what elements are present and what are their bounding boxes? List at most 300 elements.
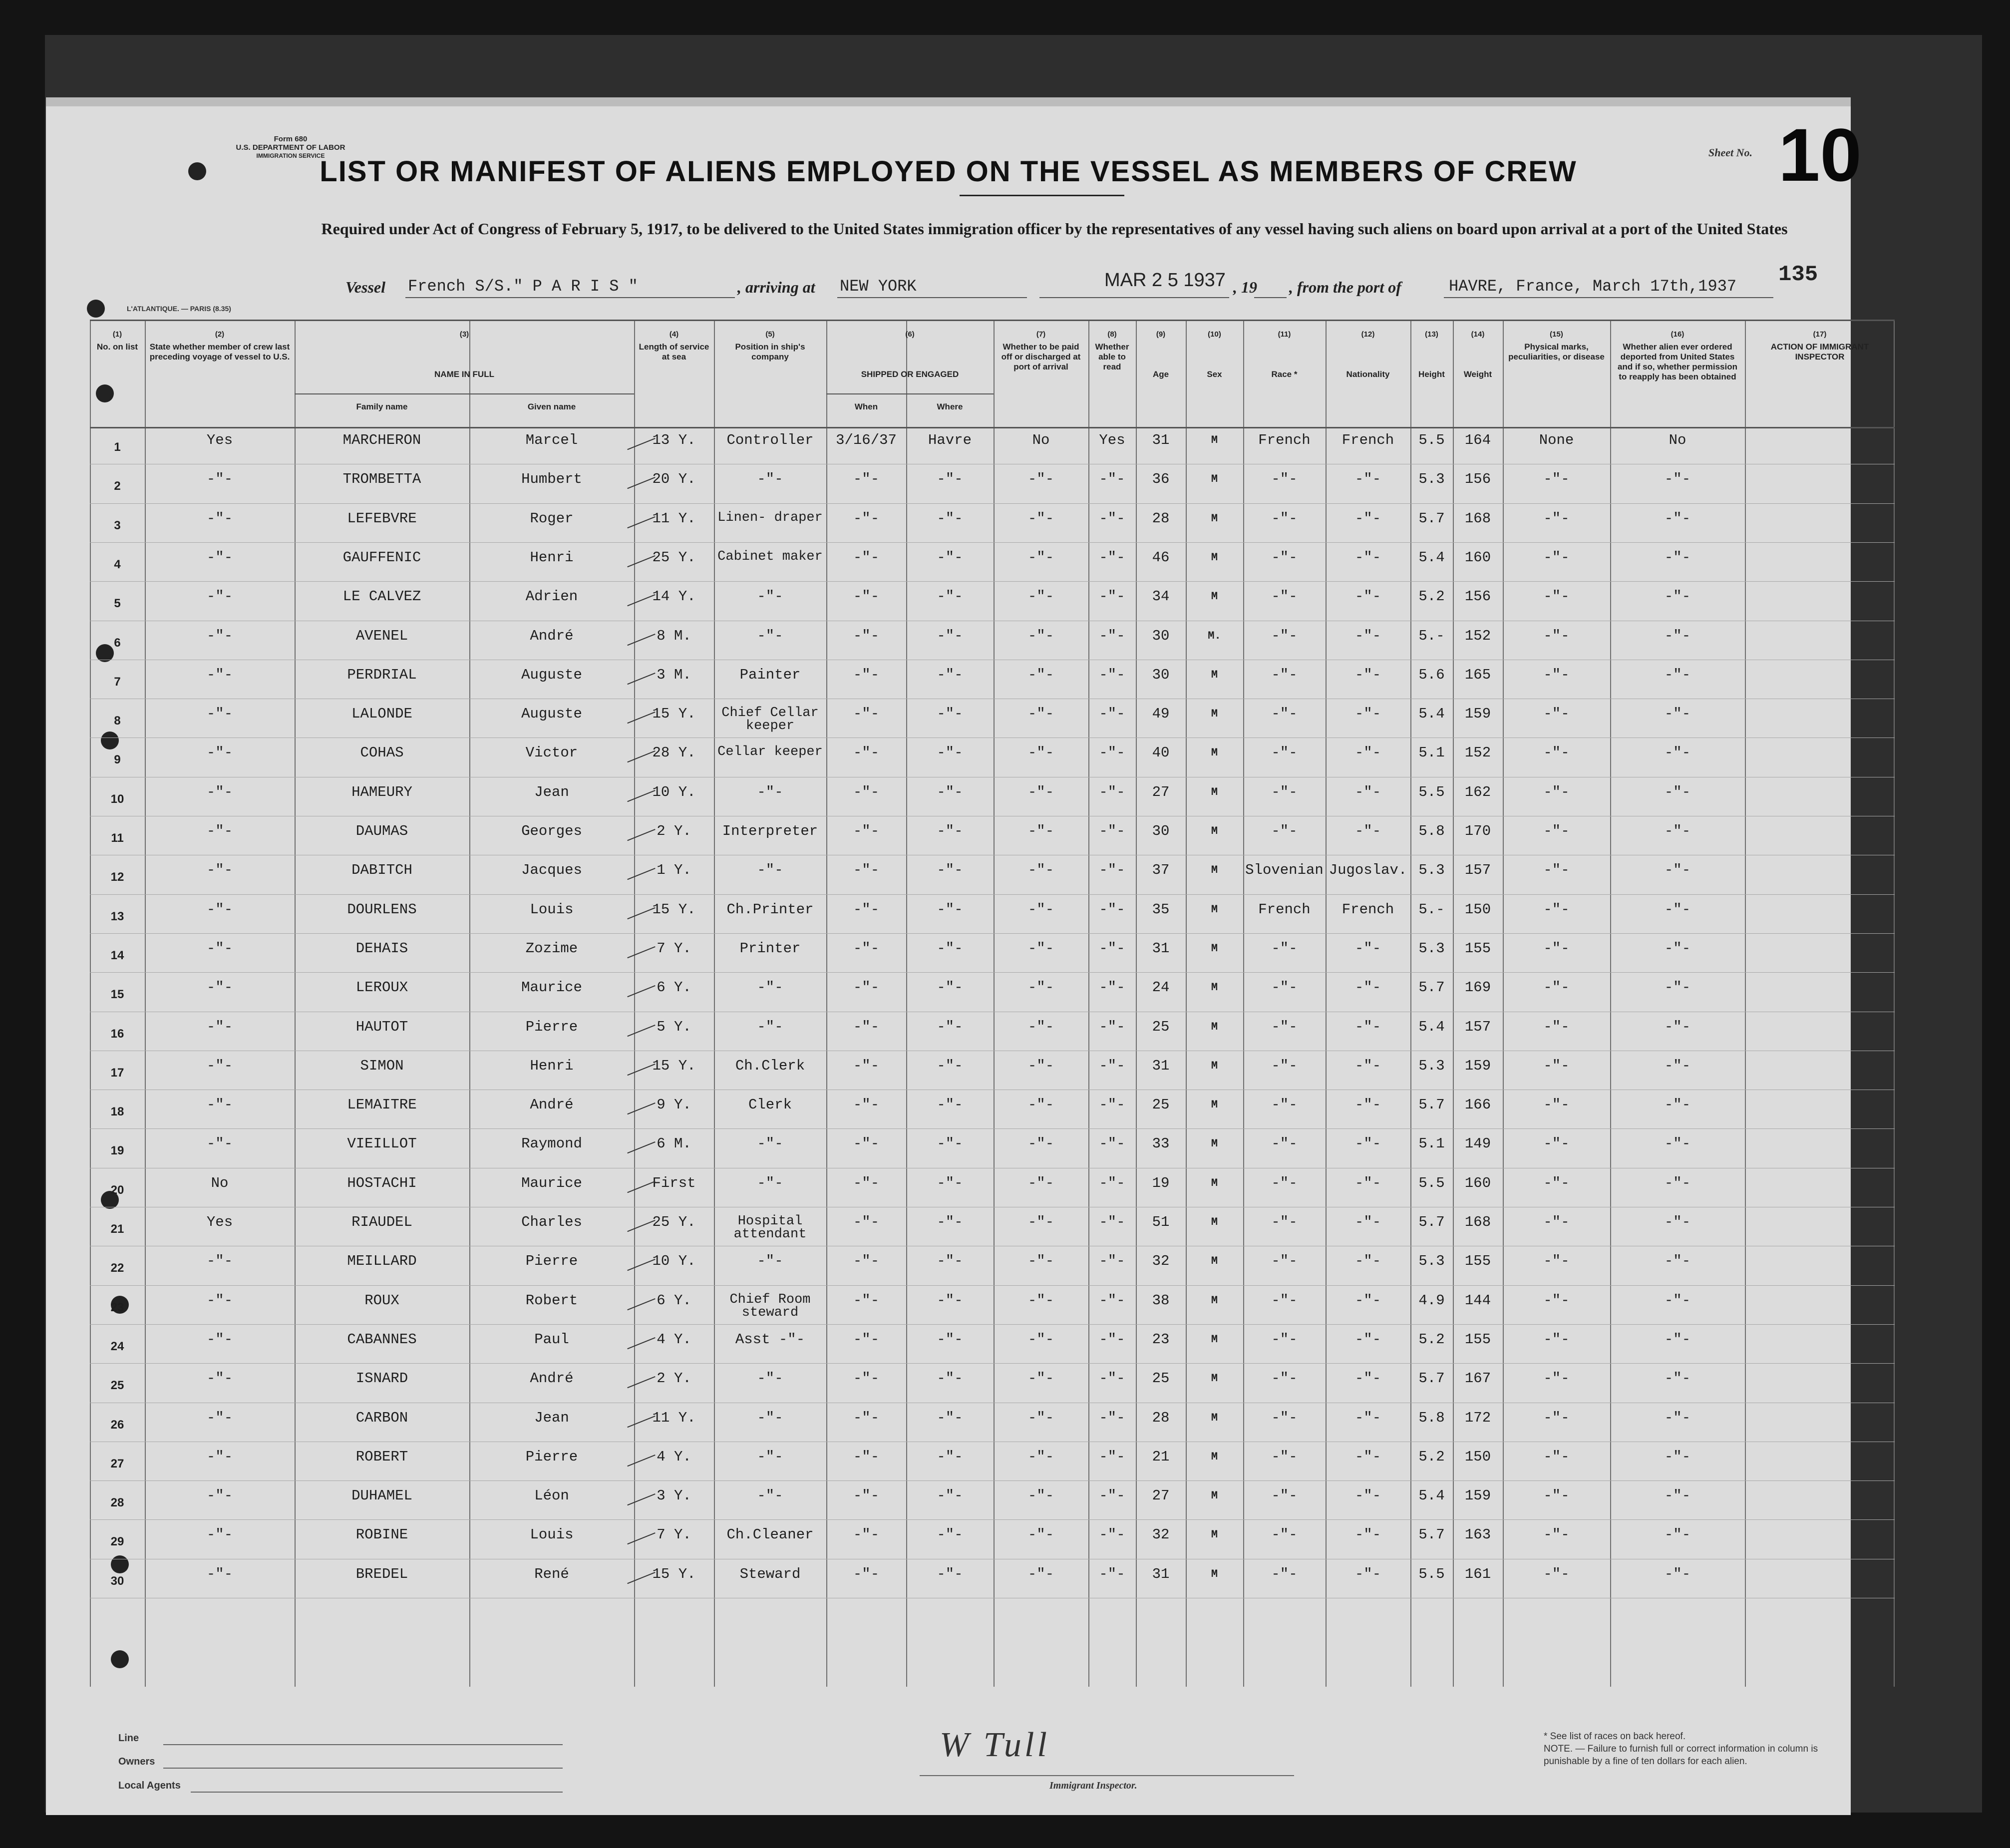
cell-sex: M <box>1211 1411 1218 1424</box>
cell-position: Ch.Clerk <box>735 1057 805 1074</box>
cell-physical-marks: -"- <box>1543 940 1570 957</box>
cell-paid-off: -"- <box>1027 510 1054 527</box>
cell-given-name: Auguste <box>521 666 582 683</box>
cell-deported: -"- <box>1664 823 1691 839</box>
cell-service-length: 10 Y. <box>652 1253 696 1270</box>
cell-position: -"- <box>757 588 783 605</box>
cell-able-to-read: -"- <box>1099 1057 1125 1074</box>
cell-weight: 155 <box>1464 940 1491 957</box>
cell-row-number: 28 <box>110 1496 124 1510</box>
cell-family-name: LEMAITRE <box>347 1097 417 1113</box>
inspector-signature: W Tull <box>940 1726 1050 1764</box>
cell-age: 30 <box>1152 666 1170 683</box>
column-divider <box>1136 321 1137 1687</box>
cell-nationality: -"- <box>1354 549 1381 566</box>
cell-height: 5.6 <box>1418 666 1445 683</box>
cell-previous-voyage: -"- <box>206 666 233 683</box>
cell-shipped-when: -"- <box>853 823 880 839</box>
cell-able-to-read: -"- <box>1099 1135 1125 1152</box>
cell-weight: 164 <box>1464 432 1491 448</box>
column-divider <box>145 321 146 1687</box>
cell-nationality: -"- <box>1354 744 1381 761</box>
cell-position: Controller <box>726 432 814 448</box>
cell-row-number: 22 <box>110 1261 124 1275</box>
cell-physical-marks: -"- <box>1543 1214 1570 1230</box>
column-header-c1: No. on list <box>96 342 138 352</box>
cell-family-name: CARBON <box>355 1409 408 1426</box>
cell-row-number: 30 <box>110 1574 124 1588</box>
cell-paid-off: -"- <box>1027 1214 1054 1230</box>
cell-weight: 172 <box>1464 1409 1491 1426</box>
column-divider <box>1453 321 1454 1687</box>
cell-row-number: 4 <box>114 557 121 571</box>
cell-physical-marks: -"- <box>1543 862 1570 879</box>
cell-shipped-when: -"- <box>853 979 880 996</box>
cell-sex: M <box>1211 590 1218 603</box>
cell-race: -"- <box>1271 823 1298 839</box>
cell-given-name: Léon <box>534 1487 569 1504</box>
cell-previous-voyage: -"- <box>206 862 233 879</box>
cell-position: Asst -"- <box>735 1331 805 1348</box>
cell-given-name: André <box>530 1370 574 1387</box>
cell-nationality: -"- <box>1354 1370 1381 1387</box>
cell-service-length: 11 Y. <box>652 1409 696 1426</box>
cell-physical-marks: -"- <box>1543 1448 1570 1465</box>
line-label: Line <box>118 1733 139 1744</box>
cell-deported: -"- <box>1664 666 1691 683</box>
cell-race: -"- <box>1271 588 1298 605</box>
cell-shipped-where: -"- <box>937 627 963 644</box>
cell-deported: -"- <box>1664 1487 1691 1504</box>
column-divider <box>826 321 827 1687</box>
cell-able-to-read: -"- <box>1099 1370 1125 1387</box>
cell-weight: 150 <box>1464 901 1491 918</box>
cell-shipped-where: -"- <box>937 1292 963 1309</box>
cell-physical-marks: -"- <box>1543 666 1570 683</box>
cell-service-length: 15 Y. <box>652 1565 696 1582</box>
column-divider <box>634 321 635 1687</box>
cell-height: 5.2 <box>1418 1331 1445 1348</box>
cell-service-length: 7 Y. <box>657 940 691 957</box>
cell-nationality: -"- <box>1354 1565 1381 1582</box>
cell-family-name: VIEILLOT <box>347 1135 417 1152</box>
cell-position: -"- <box>757 1370 783 1387</box>
cell-service-length: 2 Y. <box>657 1370 691 1387</box>
cell-row-number: 15 <box>110 988 124 1002</box>
cell-height: 5.4 <box>1418 706 1445 723</box>
cell-given-name: Georges <box>521 823 582 839</box>
cell-age: 31 <box>1152 1057 1170 1074</box>
cell-shipped-when: -"- <box>853 1448 880 1465</box>
cell-deported: -"- <box>1664 979 1691 996</box>
cell-sex: M <box>1211 1176 1218 1189</box>
cell-able-to-read: -"- <box>1099 471 1125 488</box>
table-row <box>90 894 1895 895</box>
cell-deported: -"- <box>1664 706 1691 723</box>
cell-sex: M <box>1211 1450 1218 1463</box>
cell-sex: M <box>1211 1567 1218 1580</box>
cell-position: Cabinet maker <box>717 549 823 564</box>
cell-physical-marks: -"- <box>1543 1487 1570 1504</box>
owners-label: Owners <box>118 1756 155 1767</box>
cell-nationality: -"- <box>1354 666 1381 683</box>
cell-given-name: Louis <box>530 901 574 918</box>
cell-paid-off: -"- <box>1027 940 1054 957</box>
cell-deported: -"- <box>1664 862 1691 879</box>
column-divider <box>1503 321 1504 1687</box>
cell-row-number: 9 <box>114 753 121 767</box>
cell-given-name: Jacques <box>521 862 582 879</box>
column-header-c14: Weight <box>1463 370 1492 379</box>
cell-shipped-where: -"- <box>937 1448 963 1465</box>
column-header-c4: Length of service at sea <box>639 342 709 362</box>
cell-nationality: French <box>1341 432 1394 448</box>
cell-sex: M <box>1211 785 1218 798</box>
cell-given-name: André <box>530 1097 574 1113</box>
cell-family-name: HAUTOT <box>355 1018 408 1035</box>
cell-sex: M <box>1211 551 1218 564</box>
cell-able-to-read: -"- <box>1099 1018 1125 1035</box>
cell-age: 23 <box>1152 1331 1170 1348</box>
cell-family-name: LALONDE <box>351 706 412 723</box>
cell-previous-voyage: -"- <box>206 549 233 566</box>
cell-nationality: -"- <box>1354 940 1381 957</box>
cell-sex: M <box>1211 864 1218 877</box>
cell-family-name: LE CALVEZ <box>342 588 421 605</box>
cell-paid-off: -"- <box>1027 783 1054 800</box>
cell-deported: -"- <box>1664 549 1691 566</box>
cell-sex: M <box>1211 942 1218 955</box>
cell-paid-off: -"- <box>1027 1018 1054 1035</box>
cell-previous-voyage: -"- <box>206 744 233 761</box>
subheader-when: When <box>854 402 878 411</box>
subheader-divider <box>826 393 994 394</box>
column-header-c6: SHIPPED OR ENGAGED <box>861 370 959 379</box>
cell-weight: 149 <box>1464 1135 1491 1152</box>
cell-height: 5.8 <box>1418 823 1445 839</box>
vessel-value: French S/S." P A R I S " <box>408 277 638 296</box>
cell-previous-voyage: -"- <box>206 1526 233 1543</box>
cell-physical-marks: -"- <box>1543 744 1570 761</box>
cell-physical-marks: -"- <box>1543 1097 1570 1113</box>
form-number: Form 680 <box>274 135 308 143</box>
cell-paid-off: -"- <box>1027 1370 1054 1387</box>
cell-age: 27 <box>1152 783 1170 800</box>
cell-given-name: André <box>530 627 574 644</box>
cell-deported: No <box>1669 432 1686 448</box>
cell-paid-off: No <box>1032 432 1050 448</box>
cell-given-name: Jean <box>534 1409 569 1426</box>
cell-position: Printer <box>739 940 801 957</box>
column-header-c17: ACTION OF IMMIGRANT INSPECTOR <box>1770 342 1869 362</box>
cell-given-name: René <box>534 1565 569 1582</box>
cell-sex: M <box>1211 1372 1218 1385</box>
cell-weight: 168 <box>1464 510 1491 527</box>
cell-family-name: GAUFFENIC <box>342 549 421 566</box>
cell-height: 5.3 <box>1418 862 1445 879</box>
cell-paid-off: -"- <box>1027 588 1054 605</box>
agents-label: Local Agents <box>118 1780 181 1791</box>
from-port-label: , from the port of <box>1289 278 1401 296</box>
cell-shipped-when: -"- <box>853 1135 880 1152</box>
cell-family-name: BREDEL <box>355 1565 408 1582</box>
cell-weight: 159 <box>1464 706 1491 723</box>
column-header-c12: Nationality <box>1346 370 1390 379</box>
cell-weight: 168 <box>1464 1214 1491 1230</box>
footnotes <box>1544 1730 1843 1768</box>
cell-deported: -"- <box>1664 510 1691 527</box>
cell-family-name: COHAS <box>360 744 404 761</box>
cell-paid-off: -"- <box>1027 1565 1054 1582</box>
cell-physical-marks: -"- <box>1543 471 1570 488</box>
cell-position: Hospital attendant <box>733 1214 807 1242</box>
column-number-c12: (12) <box>1361 330 1375 339</box>
cell-paid-off: -"- <box>1027 627 1054 644</box>
cell-deported: -"- <box>1664 1253 1691 1270</box>
cell-nationality: -"- <box>1354 1097 1381 1113</box>
cell-age: 25 <box>1152 1097 1170 1113</box>
cell-age: 21 <box>1152 1448 1170 1465</box>
cell-age: 49 <box>1152 706 1170 723</box>
column-divider <box>1410 321 1411 1687</box>
cell-weight: 152 <box>1464 627 1491 644</box>
column-number-c8: (8) <box>1107 330 1117 339</box>
cell-physical-marks: -"- <box>1543 901 1570 918</box>
cell-able-to-read: -"- <box>1099 1253 1125 1270</box>
cell-family-name: DOURLENS <box>347 901 417 918</box>
cell-able-to-read: -"- <box>1099 862 1125 879</box>
cell-sex: M <box>1211 1333 1218 1346</box>
cell-race: -"- <box>1271 1487 1298 1504</box>
cell-shipped-when: -"- <box>853 1331 880 1348</box>
cell-physical-marks: -"- <box>1543 1018 1570 1035</box>
cell-position: -"- <box>757 1253 783 1270</box>
cell-race: -"- <box>1271 1448 1298 1465</box>
cell-given-name: Pierre <box>525 1448 578 1465</box>
cell-shipped-when: 3/16/37 <box>836 432 897 448</box>
cell-race: -"- <box>1271 940 1298 957</box>
cell-family-name: LEFEBVRE <box>347 510 417 527</box>
cell-service-length: First <box>652 1174 696 1191</box>
cell-sex: M. <box>1208 629 1221 642</box>
header-divider <box>90 427 1895 428</box>
cell-race: -"- <box>1271 1565 1298 1582</box>
cell-race: -"- <box>1271 510 1298 527</box>
cell-shipped-where: -"- <box>937 706 963 723</box>
cell-weight: 163 <box>1464 1526 1491 1543</box>
subheader-divider <box>295 393 634 394</box>
cell-physical-marks: -"- <box>1543 1370 1570 1387</box>
table-row <box>90 581 1895 582</box>
cell-position: -"- <box>757 1487 783 1504</box>
cell-row-number: 1 <box>114 440 121 454</box>
column-header-c9: Age <box>1152 370 1169 379</box>
arriving-underline <box>837 297 1027 298</box>
cell-paid-off: -"- <box>1027 706 1054 723</box>
cell-shipped-when: -"- <box>853 901 880 918</box>
cell-previous-voyage: -"- <box>206 510 233 527</box>
inspector-label: Immigrant Inspector. <box>1049 1780 1137 1791</box>
vessel-label: Vessel <box>345 278 385 296</box>
cell-family-name: HOSTACHI <box>347 1174 417 1191</box>
cell-paid-off: -"- <box>1027 744 1054 761</box>
cell-weight: 144 <box>1464 1292 1491 1309</box>
cell-shipped-when: -"- <box>853 744 880 761</box>
cell-physical-marks: -"- <box>1543 783 1570 800</box>
column-number-c13: (13) <box>1425 330 1438 339</box>
cell-previous-voyage: -"- <box>206 940 233 957</box>
cell-height: 4.9 <box>1418 1292 1445 1309</box>
cell-able-to-read: -"- <box>1099 1174 1125 1191</box>
cell-height: 5.4 <box>1418 549 1445 566</box>
cell-race: -"- <box>1271 1097 1298 1113</box>
cell-previous-voyage: -"- <box>206 1565 233 1582</box>
cell-nationality: -"- <box>1354 510 1381 527</box>
cell-height: 5.7 <box>1418 510 1445 527</box>
cell-paid-off: -"- <box>1027 666 1054 683</box>
cell-family-name: PERDRIAL <box>347 666 417 683</box>
cell-shipped-where: -"- <box>937 862 963 879</box>
cell-weight: 160 <box>1464 549 1491 566</box>
cell-family-name: DUHAMEL <box>351 1487 412 1504</box>
cell-sex: M <box>1211 981 1218 994</box>
cell-shipped-where: -"- <box>937 549 963 566</box>
cell-physical-marks: -"- <box>1543 1135 1570 1152</box>
cell-position: -"- <box>757 979 783 996</box>
vessel-underline <box>405 297 735 298</box>
cell-physical-marks: -"- <box>1543 510 1570 527</box>
cell-age: 46 <box>1152 549 1170 566</box>
cell-age: 27 <box>1152 1487 1170 1504</box>
cell-family-name: HAMEURY <box>351 783 412 800</box>
cell-height: 5.7 <box>1418 979 1445 996</box>
cell-row-number: 25 <box>110 1379 124 1393</box>
cell-shipped-where: -"- <box>937 666 963 683</box>
cell-service-length: 11 Y. <box>652 510 696 527</box>
sheet-edge <box>46 97 1851 106</box>
cell-previous-voyage: -"- <box>206 706 233 723</box>
subheader-given-name: Given name <box>527 402 576 411</box>
cell-nationality: Jugoslav. <box>1329 862 1407 879</box>
cell-height: 5.5 <box>1418 432 1445 448</box>
cell-shipped-when: -"- <box>853 706 880 723</box>
cell-height: 5.1 <box>1418 744 1445 761</box>
cell-able-to-read: -"- <box>1099 744 1125 761</box>
manifest-sheet <box>46 97 1869 1815</box>
cell-shipped-when: -"- <box>853 1409 880 1426</box>
cell-able-to-read: -"- <box>1099 706 1125 723</box>
cell-height: 5.2 <box>1418 588 1445 605</box>
cell-given-name: Roger <box>530 510 574 527</box>
cell-sex: M <box>1211 903 1218 916</box>
column-divider <box>1745 321 1746 1687</box>
reference-number: 135 <box>1778 262 1818 287</box>
cell-service-length: 1 Y. <box>657 862 691 879</box>
cell-nationality: -"- <box>1354 588 1381 605</box>
column-number-c16: (16) <box>1671 330 1684 339</box>
cell-paid-off: -"- <box>1027 1057 1054 1074</box>
cell-nationality: -"- <box>1354 1409 1381 1426</box>
cell-given-name: Adrien <box>525 588 578 605</box>
cell-height: 5.7 <box>1418 1214 1445 1230</box>
cell-given-name: Henri <box>530 549 574 566</box>
cell-position: -"- <box>757 1448 783 1465</box>
cell-shipped-where: Havre <box>928 432 972 448</box>
cell-height: 5.5 <box>1418 783 1445 800</box>
cell-deported: -"- <box>1664 1448 1691 1465</box>
cell-nationality: -"- <box>1354 1526 1381 1543</box>
table-row <box>90 1285 1895 1286</box>
cell-race: -"- <box>1271 1057 1298 1074</box>
cell-sex: M <box>1211 825 1218 837</box>
column-divider <box>1243 321 1244 1687</box>
cell-row-number: 13 <box>110 909 124 923</box>
cell-age: 31 <box>1152 1565 1170 1582</box>
cell-previous-voyage: -"- <box>206 1057 233 1074</box>
cell-previous-voyage: -"- <box>206 979 233 996</box>
cell-age: 33 <box>1152 1135 1170 1152</box>
cell-physical-marks: -"- <box>1543 1526 1570 1543</box>
cell-paid-off: -"- <box>1027 1292 1054 1309</box>
cell-race: -"- <box>1271 1409 1298 1426</box>
column-number-c4: (4) <box>669 330 679 339</box>
cell-deported: -"- <box>1664 1135 1691 1152</box>
cell-nationality: French <box>1341 901 1394 918</box>
cell-family-name: ROUX <box>364 1292 399 1309</box>
column-divider <box>1894 321 1895 1687</box>
cell-height: 5.- <box>1418 627 1445 644</box>
cell-weight: 162 <box>1464 783 1491 800</box>
cell-deported: -"- <box>1664 627 1691 644</box>
cell-position: -"- <box>757 1174 783 1191</box>
column-header-c3: NAME IN FULL <box>434 370 494 379</box>
cell-race: Slovenian <box>1245 862 1324 879</box>
cell-service-length: 14 Y. <box>652 588 696 605</box>
cell-age: 25 <box>1152 1018 1170 1035</box>
cell-previous-voyage: -"- <box>206 1253 233 1270</box>
cell-sex: M <box>1211 512 1218 525</box>
cell-position: Clerk <box>748 1097 792 1113</box>
subheader-family-name: Family name <box>356 402 408 411</box>
cell-sex: M <box>1211 668 1218 681</box>
cell-shipped-where: -"- <box>937 510 963 527</box>
cell-deported: -"- <box>1664 940 1691 957</box>
cell-shipped-where: -"- <box>937 940 963 957</box>
column-number-c17: (17) <box>1813 330 1827 339</box>
cell-weight: 167 <box>1464 1370 1491 1387</box>
cell-able-to-read: -"- <box>1099 588 1125 605</box>
cell-row-number: 20 <box>110 1183 124 1197</box>
cell-sex: M <box>1211 1099 1218 1111</box>
cell-able-to-read: -"- <box>1099 666 1125 683</box>
cell-service-length: 8 M. <box>657 627 691 644</box>
cell-position: Chief Room steward <box>729 1292 811 1320</box>
cell-weight: 155 <box>1464 1253 1491 1270</box>
cell-deported: -"- <box>1664 1331 1691 1348</box>
cell-given-name: Louis <box>530 1526 574 1543</box>
cell-able-to-read: -"- <box>1099 1292 1125 1309</box>
cell-shipped-when: -"- <box>853 1487 880 1504</box>
cell-age: 32 <box>1152 1526 1170 1543</box>
cell-nationality: -"- <box>1354 627 1381 644</box>
cell-physical-marks: -"- <box>1543 706 1570 723</box>
cell-weight: 157 <box>1464 1018 1491 1035</box>
table-row <box>90 1519 1895 1520</box>
cell-service-length: 15 Y. <box>652 1057 696 1074</box>
cell-nationality: -"- <box>1354 979 1381 996</box>
cell-shipped-where: -"- <box>937 1174 963 1191</box>
cell-paid-off: -"- <box>1027 1526 1054 1543</box>
